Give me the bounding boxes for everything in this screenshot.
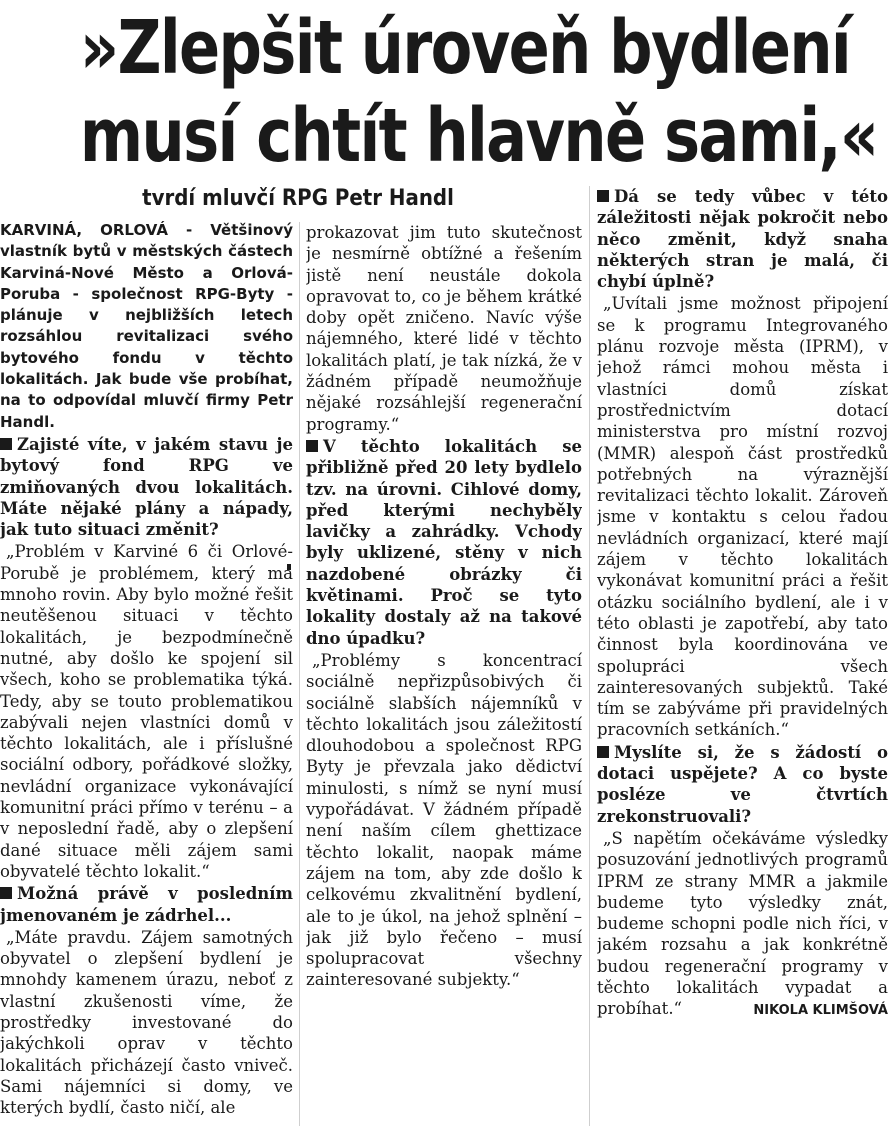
headline-line-1: »Zlepšit úroveň bydlení	[79, 5, 851, 91]
article-column-2	[306, 222, 582, 1126]
answer-1: „Problém v Karviné 6 či Orlové-Porubě je problémem, který má mnoho rovin. Aby bylo možné řešit neutěšenou situaci v těchto lokalitách, je bezpodmínečně nutné, aby došlo ke spojení sil všech, koho se problematika týká. Tedy, aby se touto problematikou zabývali nejen vlastníci domů v těchto lokalitách, ale i příslušné sociální odbory, pořádkové složky, nevládní organizace vykonávající komunitní práci přímo v terénu – a v neposlední řadě, aby o zlepšení dané situace měli zájem sami obyvatelé těchto lokalit.“	[0, 542, 293, 881]
square-bullet-icon	[597, 746, 609, 758]
answer-3: „Problémy s koncentrací sociálně nepřizpůsobivých či sociálně slabších nájemníků v těchto lokalitách jsou záležitostí dlouhodobou a společnost RPG Byty je převzala jako dědictví minulosti, s nímž se nyní musí vypořádávat. V žádném případě není naším cílem ghettizace těchto lokalit, naopak máme zájem na tom, aby zde došlo k celkovému zkvalitnění bydlení, ale to je úkol, na jehož splnění – jak již bylo řečeno – musí spolupracovat všechny zainteresované subjekty.“	[306, 650, 582, 990]
subheadline: tvrdí mluvčí RPG Petr Handl	[142, 186, 454, 211]
lead-paragraph: KARVINÁ, ORLOVÁ - Většinový vlastník bytů v městských částech Karviná-Nové Město a Orlová-Poruba - společnost RPG-Byty - plánuje v nejbližších letech rozsáhlou revitalizaci svého bytového fondu v těchto lokalitách. Jak bude vše probíhat, na to odpovídal mluvčí firmy Petr Handl.	[0, 221, 293, 431]
question-1	[0, 434, 293, 540]
answer-2: „Máte pravdu. Zájem samotných obyvatel o zlepšení bydlení je mnohdy kamenem úrazu, neboť z vlastní zkušenosti víme, že prostředky investované do jakýchkoli oprav v těchto lokalitách přicházejí často vniveč. Sami nájemníci si domy, ve kterých bydlí, často ničí, ale	[0, 927, 293, 1118]
question-5-text: Myslíte si, že s žádostí o dotaci uspějete? A co byste posléze ve čtvrtích zrekonstruovali?	[597, 742, 888, 826]
square-bullet-icon	[0, 887, 12, 899]
answer-5	[597, 828, 888, 1020]
answer-4: „Uvítali jsme možnost připojení se k programu Integrovaného plánu rozvoje města (IPRM), v jehož rámci mohou města i vlastníci domů získat prostřednictvím dotací ministerstva pro místní rozvoj (MMR) alespoň část prostředků potřebných na výraznější revitalizaci těchto lokalit. Zároveň jsme v kontaktu s celou řadou nevládních organizací, které mají zájem v těchto lokalitách vykonávat komunitní práci a řešit otázku sociálního bydlení, ale i v této oblasti je zapotřebí, aby tato činnost byla koordinována ve spolupráci všech zainteresovaných subjektů. Také tím se zabýváme při pravidelných pracovních setkáních.“	[597, 294, 888, 740]
square-bullet-icon	[0, 438, 12, 450]
answer-2-continued: prokazovat jim tuto skutečnost je nesmírně obtížné a řešením jistě není neustále dokola opravovat to, co je během krátké doby opět zničeno. Navíc výše nájemného, které lidé v těchto lokalitách platí, je tak nízká, že v žádném případě neumožňuje nějaké rozsáhlejší regenerační programy.“	[306, 223, 582, 434]
headline-line-2: musí chtít hlavně sami,«	[79, 93, 878, 179]
question-3-text: V těchto lokalitách se přibližně před 20 lety bydlelo tzv. na úrovni. Cihlové domy, před kterými nechyběly lavičky a zahrádky. Vchody byly uklizené, stěny v nich nazdobené obrázky či květinami. Proč se tyto lokality dostaly až na takové dno úpadku?	[306, 436, 582, 648]
square-bullet-icon	[306, 440, 318, 452]
question-1-text: Zajisté víte, v jakém stavu je bytový fond RPG ve zmiňovaných dvou lokalitách. Máte nějaké plány a nápady, jak tuto situaci změnit?	[0, 434, 293, 540]
headline	[79, 4, 878, 180]
column-divider-2	[589, 186, 590, 1126]
column-divider-1	[299, 222, 300, 1126]
answer-5-text: „S napětím očekáváme výsledky posuzování jednotlivých programů IPRM ze strany MMR a jakmile budeme tyto výsledky znát, budeme schopni podle nich říci, v jakém rozsahu a jak konkrétně budou regenerační programy v těchto lokalitách vypadat a probíhat.“	[597, 828, 888, 1019]
question-4	[597, 186, 888, 292]
question-3	[306, 436, 582, 649]
question-5	[597, 742, 888, 827]
square-bullet-icon	[597, 190, 609, 202]
article-column-3	[597, 186, 888, 1126]
question-2	[0, 883, 293, 926]
author-byline: NIKOLA KLIMŠOVÁ	[753, 1003, 888, 1019]
article-column-1	[0, 220, 293, 1126]
question-2-text: Možná právě v posledním jmenovaném je zádrhel...	[0, 884, 293, 925]
question-4-text: Dá se tedy vůbec v této záležitosti nějak pokročit nebo něco změnit, když snaha některých stran je malá, či chybí úplně?	[597, 187, 888, 292]
